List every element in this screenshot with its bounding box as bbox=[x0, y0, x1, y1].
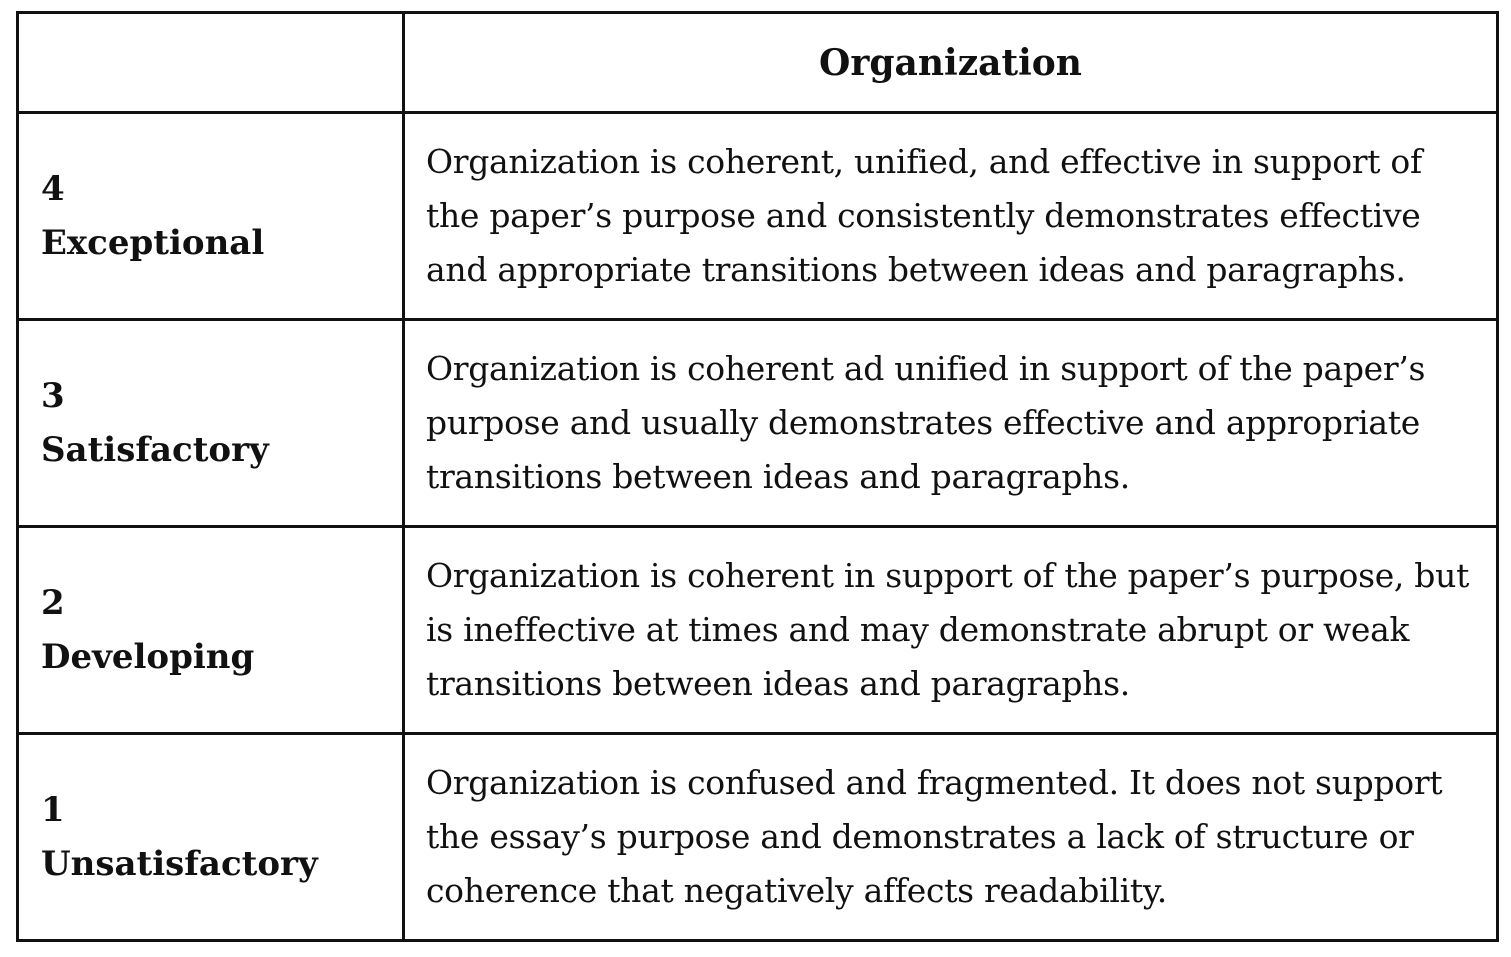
level-cell bbox=[18, 113, 404, 320]
level-label: Exceptional bbox=[41, 223, 265, 263]
corner-header-cell bbox=[18, 13, 404, 113]
level-cell bbox=[18, 320, 404, 527]
level-label: Unsatisfactory bbox=[41, 844, 318, 884]
score-number: 3 bbox=[41, 376, 65, 416]
description-cell: Organization is confused and fragmented. It does not support the essay’s purpose and demonstrates a lack of structure or coherence that negatively affects readability. bbox=[404, 734, 1498, 941]
score-number: 4 bbox=[41, 169, 65, 209]
header-row bbox=[18, 13, 1498, 113]
table-row bbox=[18, 113, 1498, 320]
table-row bbox=[18, 734, 1498, 941]
description-cell: Organization is coherent, unified, and effective in support of the paper’s purpose and consistently demonstrates effective and appropriate transitions between ideas and paragraphs. bbox=[404, 113, 1498, 320]
description-cell: Organization is coherent in support of the paper’s purpose, but is ineffective at times and may demonstrate abrupt or weak transitions between ideas and paragraphs. bbox=[404, 527, 1498, 734]
level-cell bbox=[18, 527, 404, 734]
score-number: 1 bbox=[41, 790, 65, 830]
table-row bbox=[18, 320, 1498, 527]
level-label: Developing bbox=[41, 637, 255, 677]
criterion-header: Organization bbox=[404, 13, 1498, 113]
rubric-table bbox=[16, 11, 1499, 942]
score-number: 2 bbox=[41, 583, 65, 623]
table-row bbox=[18, 527, 1498, 734]
level-cell bbox=[18, 734, 404, 941]
description-cell: Organization is coherent ad unified in support of the paper’s purpose and usually demonstrates effective and appropriate transitions between ideas and paragraphs. bbox=[404, 320, 1498, 527]
level-label: Satisfactory bbox=[41, 430, 269, 470]
